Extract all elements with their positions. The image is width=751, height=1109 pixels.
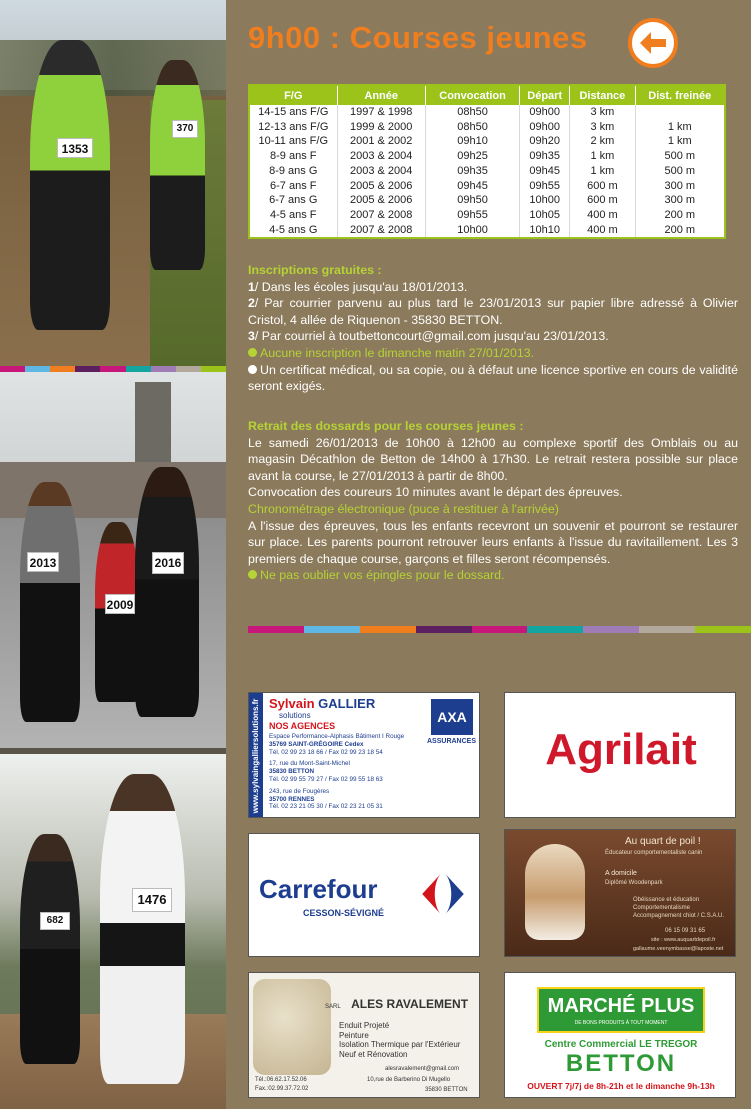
ad-text: Tél. 02 99 55 79 27 / Fax 02 99 55 18 63 [269,775,383,783]
column-header: Départ [520,85,570,105]
table-cell: 6-7 ans G [249,193,337,208]
photo-runners-park [0,754,226,1109]
ad-website: www.sylvaingalliersolutions.fr [251,698,260,814]
ad-text: 35769 SAINT-GRÉGOIRE Cedex [269,740,364,748]
ad-name-last: GALLIER [318,696,376,711]
ad-text: Espace Performance-Alphasis Bâtiment I Rouge [269,733,405,740]
retrait-paragraph: Le samedi 26/01/2013 de 10h00 à 12h00 au complexe sportif des Omblais ou au magasin Décathlon de Betton de 14h00 à 17h30. Le retrait restera possible sur place avant la course, le 27/01/2013 à partir de 8h00. [248,435,738,483]
table-cell: 2007 & 2008 [337,223,425,239]
table-header-row [249,85,725,105]
table-cell: 09h20 [520,134,570,149]
dog-illustration [525,844,585,940]
ad-phone: 06 15 09 31 65 [665,928,706,934]
inscription-item: 1/ Dans les écoles jusqu'au 18/01/2013. [248,279,468,294]
ad-marche-plus[interactable] [504,972,736,1098]
table-cell: 14-15 ans F/G [249,105,337,120]
table-cell: 4-5 ans F [249,208,337,223]
inscription-item: 2/ Par courrier parvenu au plus tard le 23/01/2013 sur papier libre adressé à Olivier Cristol, 4 allée de Riquenon - 35830 BETTON. [248,296,738,327]
ad-name: ALES RAVALEMENT [351,997,469,1011]
table-cell: 1 km [570,149,635,164]
table-cell: 09h45 [425,179,519,194]
ad-agrilait[interactable] [504,692,736,818]
table-row [249,208,725,223]
table-cell: 1 km [635,120,725,135]
ad-ales-ravalement[interactable] [248,972,480,1098]
table-row [249,149,725,164]
axa-logo: AXA [431,699,473,735]
agrilait-logo: Agrilait [545,725,697,774]
ad-hours: OUVERT 7j/7j de 8h-21h et le dimanche 9h-13h [527,1081,715,1091]
table-cell: 8-9 ans G [249,164,337,179]
ad-text: Comportementalisme [633,905,691,911]
column-header: F/G [249,85,337,105]
ad-sylvain-gallier[interactable] [248,692,480,818]
ad-website: site : www.auquartdepoil.fr [651,937,716,943]
ad-title: Au quart de poil ! [625,836,701,847]
ad-city: 35830 BETTON [425,1087,468,1093]
inscription-note: Un certificat médical, ou sa copie, ou à défaut une licence sportive en cours de validité seront exigés. [248,362,738,394]
table-cell: 09h10 [425,134,519,149]
table-cell: 600 m [570,179,635,194]
column-header: Convocation [425,85,519,105]
table-cell: 09h00 [520,105,570,120]
ad-address: 10,rue de Barberino Di Mugello [367,1077,451,1083]
table-cell: 08h50 [425,120,519,135]
table-cell [635,105,725,120]
table-cell: 09h50 [425,193,519,208]
table-row [249,179,725,194]
color-stripe [248,626,751,633]
table-cell: 09h35 [520,149,570,164]
inscription-item: 3/ Par courriel à toutbettoncourt@gmail.com jusqu'au 23/01/2013. [248,329,609,344]
ad-agencies: NOS AGENCES [269,721,336,731]
ad-subtitle: Éducateur comportementaliste canin [605,850,703,856]
bib-number: 682 [40,912,70,930]
bib-number: 2016 [152,552,184,574]
ad-text: 35830 BETTON [269,768,315,776]
table-cell: 300 m [635,179,725,194]
retrait-paragraph: Convocation des coureurs 10 minutes avant le départ des épreuves. [248,485,623,500]
ad-text: Obéissance et éducation [633,897,700,903]
table-row [249,223,725,239]
table-cell: 1 km [635,134,725,149]
table-cell: 2 km [570,134,635,149]
table-cell: 500 m [635,164,725,179]
table-cell: 10h00 [520,193,570,208]
table-cell: 3 km [570,105,635,120]
table-cell: 2001 & 2002 [337,134,425,149]
table-row [249,105,725,120]
table-cell: 2005 & 2006 [337,193,425,208]
ad-city: BETTON [565,1050,677,1077]
ales-logo [253,979,331,1075]
main-content [226,0,751,1109]
retrait-section [248,418,738,584]
photo-runners-church [0,372,226,748]
schedule-table [248,84,726,239]
photo-runners-road [0,0,226,366]
axa-tagline: ASSURANCES [427,738,477,745]
retrait-note: Chronométrage électronique (puce à restituer à l'arrivée) [248,501,559,516]
table-cell: 600 m [570,193,635,208]
table-cell: 1997 & 1998 [337,105,425,120]
carrefour-logo: Carrefour [259,874,378,904]
ad-text: Diplômé Woodenpark [605,880,663,886]
bib-number: 2009 [105,594,135,614]
table-cell: 10h05 [520,208,570,223]
ad-email: gallaume.veenymbasse@laposte.net [633,946,724,952]
ad-text: Accompagnement chiot / C.S.A.U. [633,913,725,919]
ad-text: Peinture [339,1030,369,1040]
table-cell: 500 m [635,149,725,164]
ad-text: 35700 RENNES [269,795,315,803]
bib-number: 2013 [27,552,59,572]
bullet-icon [248,348,257,357]
table-cell: 8-9 ans F [249,149,337,164]
ad-text: A domicile [605,870,637,877]
ad-au-quart-de-poil[interactable] [504,829,736,957]
table-cell: 2005 & 2006 [337,179,425,194]
table-cell: 10h00 [425,223,519,239]
table-row [249,134,725,149]
retrait-heading: Retrait des dossards pour les courses jeunes : [248,419,524,433]
bib-number: 370 [172,120,198,138]
table-cell: 1 km [570,164,635,179]
schedule-body [249,105,725,238]
bullet-icon [248,570,257,579]
table-cell: 4-5 ans G [249,223,337,239]
ad-carrefour[interactable] [248,833,480,957]
table-cell: 12-13 ans F/G [249,120,337,135]
table-cell: 10h10 [520,223,570,239]
inscriptions-section [248,262,738,395]
table-cell: 09h35 [425,164,519,179]
ad-text: Tél. 02 99 23 18 66 / Fax 02 99 23 18 54 [269,748,383,756]
table-row [249,164,725,179]
column-header: Dist. freinée [635,85,725,105]
ad-email: alesravalement@gmail.com [385,1066,460,1072]
table-cell: 6-7 ans F [249,179,337,194]
carrefour-icon [417,868,469,920]
table-cell: 200 m [635,223,725,239]
table-cell: 2007 & 2008 [337,208,425,223]
ad-name-first: Sylvain [269,696,315,711]
table-cell: 08h50 [425,105,519,120]
ad-centre: Centre Commercial LE TREGOR [544,1039,698,1050]
table-cell: 10-11 ans F/G [249,134,337,149]
table-cell: 09h55 [425,208,519,223]
table-row [249,120,725,135]
arrow-left-icon [638,30,668,56]
inscriptions-heading: Inscriptions gratuites : [248,263,382,277]
table-cell: 300 m [635,193,725,208]
bullet-icon [248,365,257,374]
ad-fax: Fax.:02.99.37.72.02 [255,1086,309,1092]
ad-text: SARL [325,1004,341,1010]
back-button[interactable] [628,18,678,68]
table-cell: 09h55 [520,179,570,194]
ad-text: 243, rue de Fougères [269,787,330,795]
ad-text: Enduit Projeté [339,1021,390,1030]
table-cell: 400 m [570,208,635,223]
bib-number: 1476 [132,888,172,912]
bib-number: 1353 [57,138,93,158]
marche-plus-logo: MARCHÉ PLUS DE BONS PRODUITS À TOUT MOMENT [537,987,705,1033]
table-cell: 200 m [635,208,725,223]
ad-subtitle: solutions [279,711,311,720]
ad-phone: Tél.:06.62.17.52.06 [255,1077,307,1083]
table-row [249,193,725,208]
column-header: Année [337,85,425,105]
retrait-note: Ne pas oublier vos épingles pour le dossard. [248,567,738,584]
table-cell: 09h25 [425,149,519,164]
table-cell: 2003 & 2004 [337,149,425,164]
table-cell: 400 m [570,223,635,239]
page-title: 9h00 : Courses jeunes [248,20,588,55]
table-cell: 09h00 [520,120,570,135]
retrait-paragraph: A l'issue des épreuves, tous les enfants recevront un souvenir et pourront se restaurer sur place. Les parents pourront retrouver leurs enfants à l'issue du ravitaillement. Les 3 premiers de chaque course, garçons et filles seront récompensés. [248,518,738,566]
ad-text: 17, rue du Mont-Saint-Michel [269,760,350,768]
ad-text: Isolation Thermique par l'Extérieur [339,1040,461,1049]
column-header: Distance [570,85,635,105]
photo-column [0,0,226,1109]
table-cell: 3 km [570,120,635,135]
ad-text: Neuf et Rénovation [339,1049,408,1059]
inscription-note: Aucune inscription le dimanche matin 27/01/2013. [248,345,738,362]
table-cell: 1999 & 2000 [337,120,425,135]
ad-text: Tél. 02 23 21 05 30 / Fax 02 23 21 05 31 [269,803,383,811]
table-cell: 09h45 [520,164,570,179]
table-cell: 2003 & 2004 [337,164,425,179]
carrefour-subtitle: CESSON-SÉVIGNÉ [303,908,385,918]
